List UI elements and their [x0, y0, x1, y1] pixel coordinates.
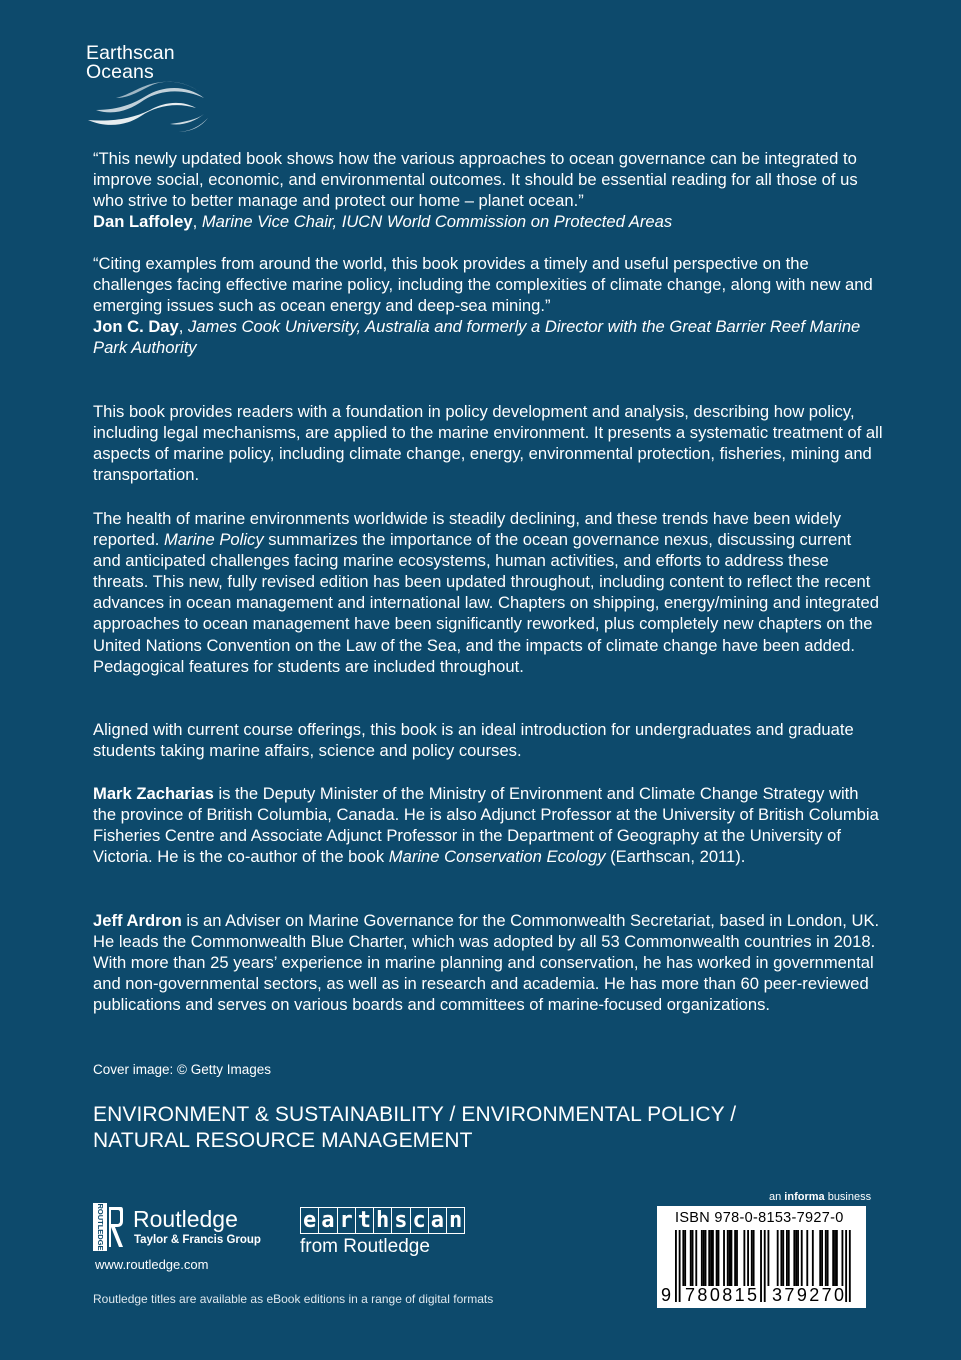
barcode-bar — [793, 1230, 795, 1286]
routledge-mark-icon — [93, 1203, 123, 1251]
barcode-bar — [849, 1230, 851, 1302]
description-paragraph-1: This book provides readers with a foundation in policy development and analysis, describing how policy, including legal mechanisms, are applied to the marine environment. It presents a systematic treatment of all aspects of marine policy, including climate change, energy, environmental protection, fisheries, mining and transportation. — [93, 402, 883, 485]
series-name-line2: Oceans — [86, 61, 154, 83]
barcode-bar — [684, 1230, 686, 1286]
endorsement-quote-2 — [93, 253, 883, 358]
subject-categories: ENVIRONMENT & SUSTAINABILITY / ENVIRONMENTAL POLICY / NATURAL RESOURCE MANAGEMENT — [93, 1103, 737, 1152]
isbn-barcode — [657, 1206, 866, 1308]
barcode-bar — [734, 1230, 736, 1286]
author-bio-1: Mark Zacharias is the Deputy Minister of the Ministry of Environment and Climate Change Strategy with the province of British Columbia, Canada. He is also Adjunct Professor at the University of British Columbia Fisheries Centre and Associate Adjunct Professor in the Department of Geography at the University of Victoria. He is the co-author of the book Marine Conservation Ecology (Earthscan, 2011). — [93, 784, 879, 867]
description-paragraph-2: The health of marine environments worldwide is steadily declining, and these trends have been widely reported. Marine Policy summarizes the importance of the ocean governance nexus, discussing current and anticipated challenges facing marine ecosystems, human activities, and efforts to address these threats. This new, fully revised edition has been updated throughout, including content to reflect the recent advances in ocean management and international law. Chapters on shipping, energy/mining and integrated approaches to ocean management have been significantly reworked, plus completely new chapters on the United Nations Convention on the Law of the Sea, and the impacts of climate change have been added. Pedagogical features for students are included throughout. — [93, 509, 879, 676]
endorsement-quote-1 — [93, 148, 883, 232]
barcode-bar — [836, 1230, 838, 1286]
publisher-name: Routledge — [133, 1206, 238, 1232]
quote-affiliation: Marine Vice Chair, IUCN World Commission on Protected Areas — [201, 212, 673, 232]
barcode-bar — [842, 1230, 844, 1286]
barcode-bar — [690, 1230, 692, 1286]
barcode-bar — [729, 1230, 731, 1286]
barcode-digits-right: 379270 — [772, 1285, 847, 1305]
quote-text: “Citing examples from around the world, this book provides a timely and useful perspective on the challenges facing effective marine policy, including the complexities of climate change, along with new and emerging issues such as ocean energy and deep-sea mining.” — [93, 254, 873, 316]
quote-author: Jon C. Day — [93, 317, 179, 337]
barcode-bar — [692, 1230, 694, 1286]
barcode-bar — [705, 1230, 707, 1286]
barcode-digit-first: 9 — [661, 1285, 672, 1305]
barcode-bar — [825, 1230, 827, 1286]
barcode-bar — [718, 1230, 720, 1286]
barcode-bar — [723, 1230, 725, 1286]
quote-attribution: Jon C. Day, James Cook University, Australia and formerly a Director with the Great Barrier Reef Marine Park Authority — [93, 317, 861, 358]
barcode-bar — [675, 1230, 677, 1302]
ebook-note: Routledge titles are available as eBook editions in a range of digital formats — [93, 1292, 494, 1306]
barcode-bar — [703, 1230, 705, 1286]
earthscan-from-routledge: from Routledge — [300, 1236, 430, 1257]
barcode-bar — [716, 1230, 718, 1286]
barcode-bar — [786, 1230, 788, 1286]
routledge-logo — [93, 1203, 273, 1273]
barcode-bar — [812, 1230, 814, 1286]
quote-text: “This newly updated book shows how the various approaches to ocean governance can be integrated to improve social, economic, and environmental outcomes. It should be essential reading for all those of us who strive to better manage and protect our home – planet ocean.” — [93, 149, 858, 211]
quote-author: Dan Laffoley — [93, 212, 193, 232]
barcode-bar — [827, 1230, 829, 1286]
barcode-bar — [695, 1230, 697, 1286]
earthscan-wordmark: e a r t h s c a n — [300, 1207, 460, 1234]
barcode-bar — [821, 1230, 823, 1286]
series-logo — [86, 44, 226, 134]
barcode-bar — [764, 1230, 766, 1302]
earthscan-logo — [300, 1207, 463, 1263]
wave-icon — [86, 80, 211, 134]
isbn-number: ISBN 978-0-8153-7927-0 — [675, 1210, 844, 1226]
svg-text:ROUTLEDGE: ROUTLEDGE — [96, 1203, 106, 1251]
barcode-bar — [768, 1230, 770, 1286]
barcode-bar — [712, 1230, 714, 1286]
description-paragraph-3: Aligned with current course offerings, this book is an ideal introduction for undergraduates and graduate students taking marine affairs, science and policy courses. — [93, 720, 854, 761]
barcode-bar — [801, 1230, 803, 1286]
barcode-bar — [751, 1230, 753, 1286]
author-bio-2: Jeff Ardron is an Adviser on Marine Governance for the Commonwealth Secretariat, based in London, UK. He leads the Commonwealth Blue Charter, which was adopted by all 53 Commonwealth countries in 2018. With more than 25 years’ experience in marine planning and conservation, he has worked in governmental and non-governmental sectors, as well as in research and academia. He has more than 60 peer-reviewed publications and serves on various boards and committees of marine-focused organizations. — [93, 911, 880, 1015]
quote-affiliation: James Cook University, Australia and formerly a Director with the Great Barrier Reef Marine Park Authority — [93, 317, 861, 358]
barcode-bar — [679, 1230, 681, 1302]
author-name: Jeff Ardron — [93, 911, 182, 930]
barcode-bar — [708, 1230, 710, 1286]
barcode-bar — [736, 1230, 738, 1286]
barcode-bar — [743, 1230, 745, 1286]
barcode-bar — [795, 1230, 797, 1286]
publisher-group: Taylor & Francis Group — [134, 1234, 261, 1246]
barcode-bar — [806, 1230, 808, 1286]
barcode-bar — [682, 1230, 684, 1286]
barcode-bar — [819, 1230, 821, 1286]
cover-image-credit: Cover image: © Getty Images — [93, 1062, 272, 1077]
barcode-bar — [760, 1230, 762, 1302]
barcode-digits-left: 780815 — [685, 1285, 760, 1305]
barcode-bar — [710, 1230, 712, 1286]
barcode-bar — [701, 1230, 703, 1286]
book-title: Marine Policy — [164, 530, 264, 550]
series-name-line1: Earthscan — [86, 42, 175, 64]
barcode-bar — [832, 1230, 834, 1286]
publisher-website[interactable]: www.routledge.com — [95, 1257, 209, 1272]
barcode-bar — [780, 1230, 782, 1286]
quote-attribution: Dan Laffoley, Marine Vice Chair, IUCN World Commission on Protected Areas — [93, 212, 673, 232]
barcode-bar — [753, 1230, 755, 1286]
barcode-bar — [797, 1230, 799, 1286]
barcode-bar — [777, 1230, 779, 1286]
barcode-bar — [834, 1230, 836, 1286]
barcode-bar — [727, 1230, 729, 1286]
barcode-bar — [747, 1230, 749, 1286]
author-name: Mark Zacharias — [93, 784, 214, 803]
barcode-bar — [782, 1230, 784, 1286]
barcode-bar — [731, 1230, 733, 1286]
barcode-bar — [788, 1230, 790, 1286]
author-book-title: Marine Conservation Ecology — [388, 847, 606, 867]
informa-business: an informa business — [769, 1191, 872, 1203]
